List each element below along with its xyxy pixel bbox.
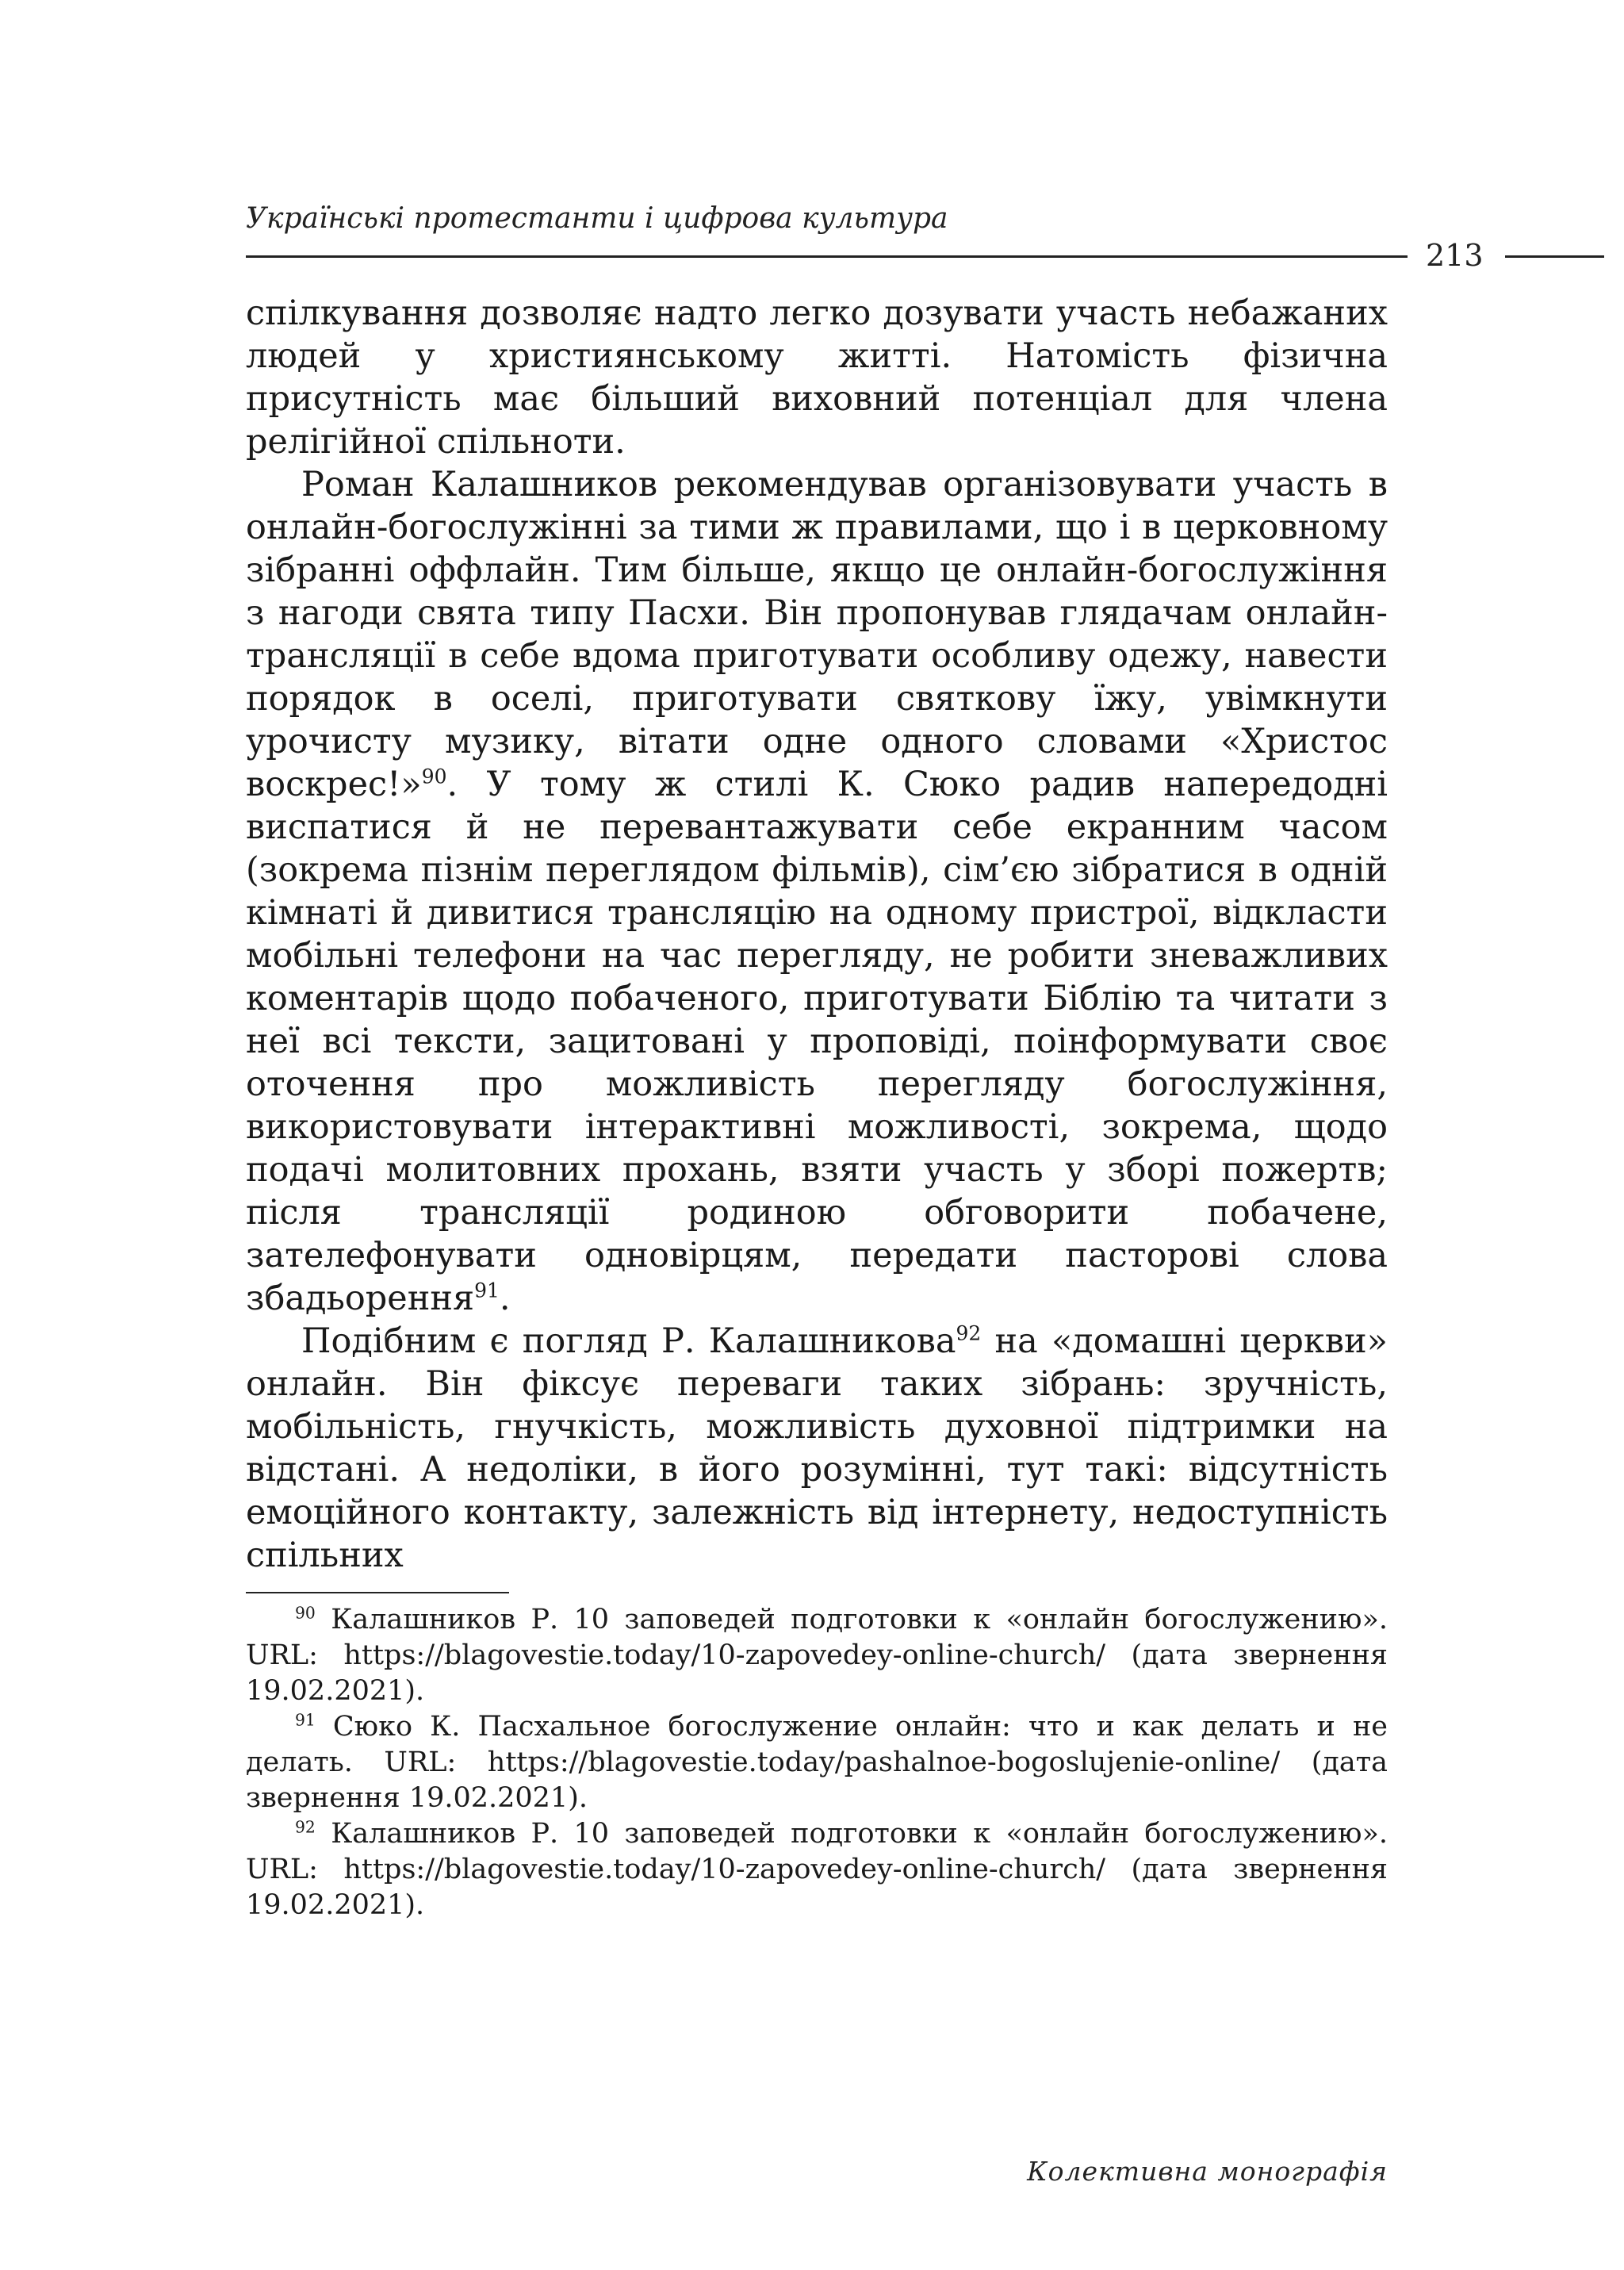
- footnote-ref-92[interactable]: 92: [956, 1321, 982, 1345]
- footnote-text: Калашников Р. 10 заповедей подготовки к «онлайн богослужению». URL: https://blagovestie.today/10-zapovedey-online-church/ (дата звернення 19.02.2021).: [246, 1604, 1388, 1707]
- footnote-ref-91[interactable]: 91: [474, 1279, 500, 1302]
- footnote-rule: [246, 1592, 509, 1593]
- body-text: [246, 292, 1388, 1577]
- footnote-number: 91: [295, 1710, 316, 1730]
- paragraph-3-text-1: Подібним є погляд Р. Калашникова: [301, 1321, 956, 1361]
- paragraph-2-text-3: .: [499, 1279, 511, 1318]
- paragraph-2-text-2: . У тому ж стилі К. Сюко радив напередодні виспатися й не перевантажувати себе екранним часом (зокрема пізнім переглядом фільмів), сім’єю зібратися в одній кімнаті й дивитися трансляцію на одному пристрої, відкласти мобільні телефони на час перегляду, не робити зневажливих коментарів щодо побаченого, приготувати Біблію та читати з неї всі тексти, зацитовані у проповіді, поінформувати своє оточення про можливість перегляду богослужіння, використовувати інтерактивні можливості, зокрема, щодо подачі молитовних прохань, взяти участь у зборі пожертв; після трансляції родиною обговорити побачене, зателефонувати одновірцям, передати пасторові слова збадьорення: [246, 765, 1388, 1318]
- footnote-91: [246, 1709, 1388, 1816]
- header-rule: [246, 255, 1408, 258]
- footnote-number: 90: [295, 1603, 316, 1623]
- footnote-92: [246, 1816, 1388, 1923]
- footnote-ref-90[interactable]: 90: [421, 765, 447, 788]
- running-header-title: Українські протестанти і цифрова культура: [246, 202, 948, 235]
- paragraph-1: спілкування дозволяє надто легко дозувати участь небажаних людей у християнському житті. Натомість фізична присутність має більший виховний потенціал для члена релігійної спільноти.: [246, 293, 1388, 462]
- paragraph-3-text-2: на «домашні церкви» онлайн. Він фіксує переваги таких зібрань: зручність, мобільність, гнучкість, можливість духовної підтримки на відстані. А недоліки, в його розумінні, тут такі: відсутність емоційного контакту, залежність від інтернету, недоступність спільних: [246, 1321, 1388, 1575]
- running-footer: Колективна монографія: [1027, 2156, 1388, 2187]
- page-number-rule: [1505, 255, 1604, 258]
- page-number: 213: [1426, 238, 1484, 273]
- paragraph-2: [246, 463, 1388, 1320]
- footnote-number: 92: [295, 1817, 316, 1837]
- paragraph-3: [246, 1320, 1388, 1577]
- footnotes: [246, 1602, 1388, 1923]
- footnote-text: Сюко К. Пасхальное богослужение онлайн: что и как делать и не делать. URL: https://blagovestie.today/pashalnoe-bogoslujenie-online/ (дата звернення 19.02.2021).: [246, 1711, 1388, 1814]
- paragraph-2-text-1: Роман Калашников рекомендував організовувати участь в онлайн-богослужінні за тими ж правилами, що і в церковному зібранні оффлайн. Тим більше, якщо це онлайн-богослужіння з нагоди свята типу Пасхи. Він пропонував глядачам онлайн-трансляції в себе вдома приготувати особливу одежу, навести порядок в оселі, приготувати святкову їжу, увімкнути урочисту музику, вітати одне одного словами «Христос воскрес!»: [246, 465, 1388, 804]
- footnote-text: Калашников Р. 10 заповедей подготовки к «онлайн богослужению». URL: https://blagovestie.today/10-zapovedey-online-church/ (дата звернення 19.02.2021).: [246, 1818, 1388, 1921]
- footnote-90: [246, 1602, 1388, 1709]
